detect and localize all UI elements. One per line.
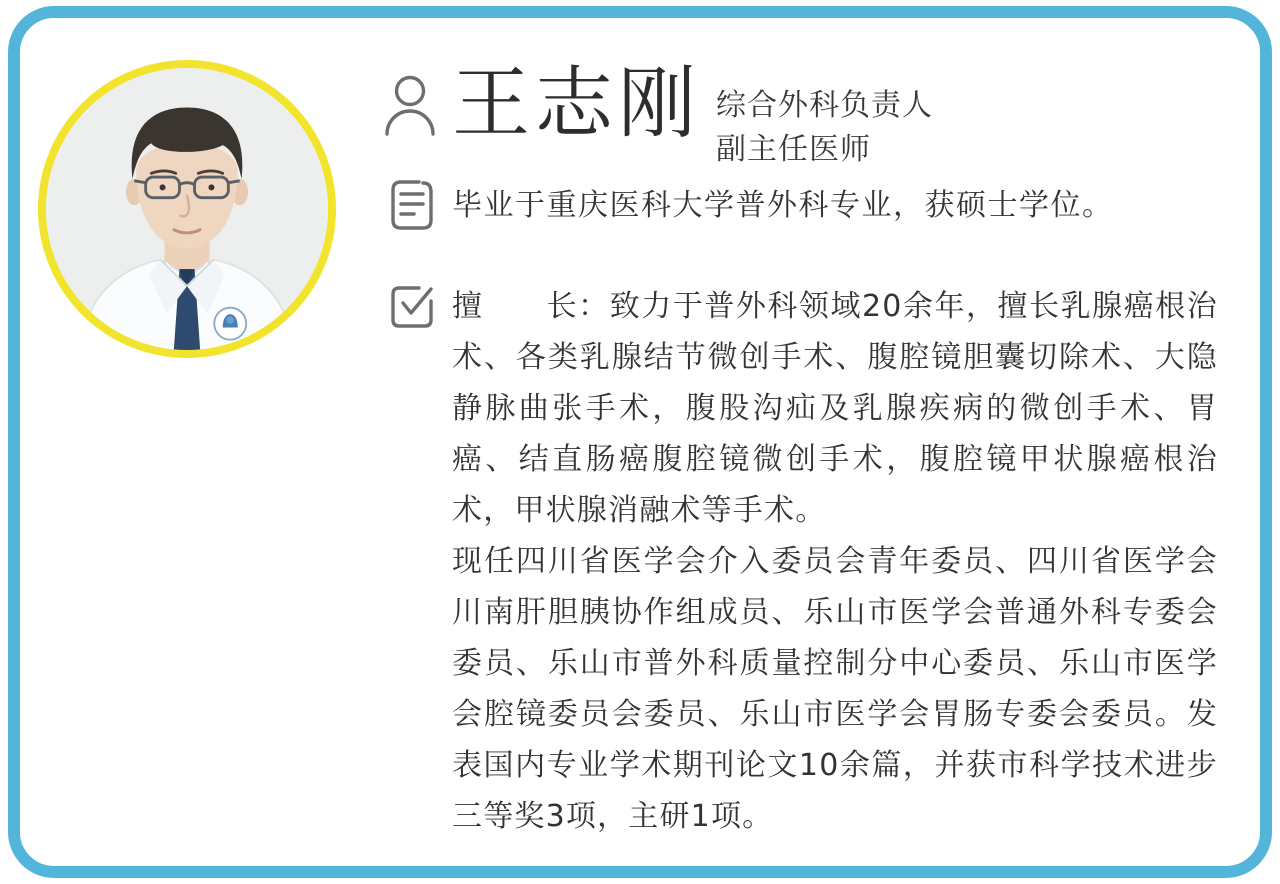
person-icon [385,74,435,136]
education-text: 毕业于重庆医科大学普外科专业，获硕士学位。 [452,188,1114,223]
doctor-portrait-illustration [46,68,328,350]
doctor-title-role: 综合外科负责人 [716,88,933,123]
bio-block [452,281,1218,842]
doctor-photo [38,60,336,358]
doctor-title-rank: 副主任医师 [716,132,871,167]
doctor-name: 王志刚 [452,59,702,149]
document-icon [389,179,435,231]
doctor-titles [716,84,933,172]
hospital-badge-icon [214,308,246,340]
checkbox-icon [388,283,434,332]
memberships-paragraph: 现任四川省医学会介入委员会青年委员、四川省医学会川南肝胆胰协作组成员、乐山市医学会普通外科专委会委员、乐山市普外科质量控制分中心委员、乐山市医学会腔镜委员会委员、乐山市医学会胃肠专委会委员。发表国内专业学术期刊论文10余篇，并获市科学技术进步三等奖3项，主研1项。 [452,544,1218,834]
specialty-paragraph: 擅 长：致力于普外科领域20余年，擅长乳腺癌根治术、各类乳腺结节微创手术、腹腔镜胆囊切除术、大隐静脉曲张手术，腹股沟疝及乳腺疾病的微创手术、胃癌、结直肠癌腹腔镜微创手术，腹腔镜甲状腺癌根治术，甲状腺消融术等手术。 [452,289,1218,528]
